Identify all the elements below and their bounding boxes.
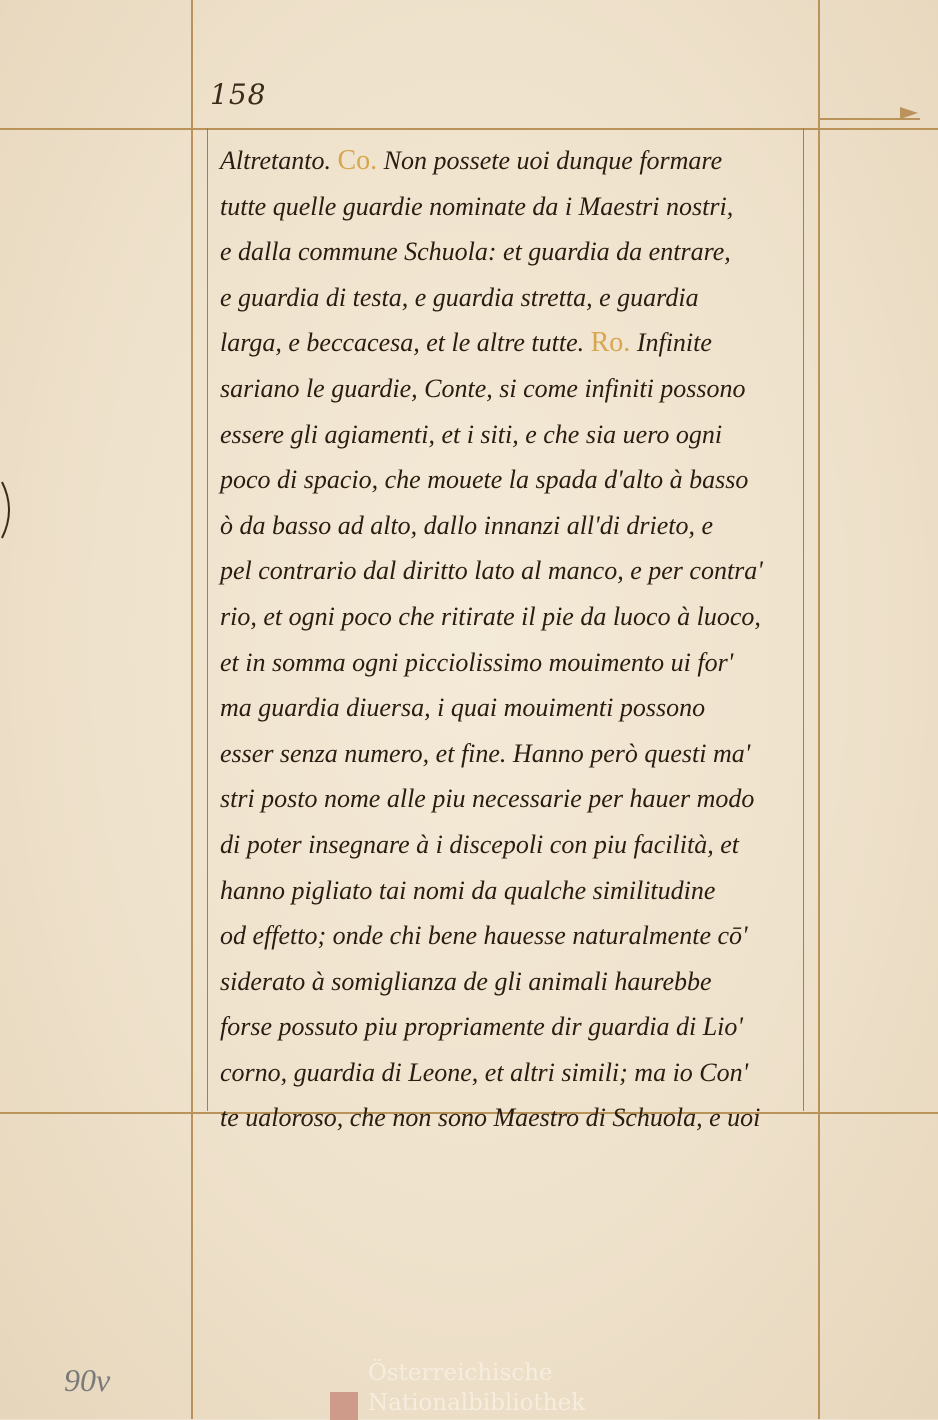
text-segment: poco di spacio, che mouete la spada d'alto à basso — [220, 465, 749, 495]
text-line — [220, 731, 820, 777]
text-line — [220, 548, 820, 594]
text-line — [220, 138, 820, 184]
text-segment: Non possete uoi dunque formare — [377, 146, 723, 175]
text-line — [220, 184, 820, 230]
text-line — [220, 1004, 820, 1050]
text-segment: e dalla commune Schuola: et guardia da entrare, — [220, 237, 731, 267]
text-segment: larga, e beccacesa, et le altre tutte. — [220, 328, 591, 358]
text-segment: ò da basso ad alto, dallo innanzi all'di drieto, e — [220, 510, 714, 540]
text-segment: te ualoroso, che non sono Maestro di Schuola, e uoi — [220, 1103, 761, 1133]
text-segment: ma guardia diuersa, i quai mouimenti possono — [220, 693, 706, 723]
text-line — [220, 366, 820, 412]
watermark-line-1: Österreichische — [368, 1360, 553, 1386]
text-segment: esser senza numero, et fine. Hanno però questi ma' — [220, 738, 751, 768]
shelfmark-annotation: 90v — [64, 1362, 111, 1398]
text-line — [220, 275, 820, 321]
text-segment: et in somma ogni picciolissimo mouimento ui for' — [220, 647, 734, 677]
text-line — [220, 1095, 820, 1141]
page-edge-curve-icon — [0, 480, 20, 540]
text-segment: tutte quelle guardie nominate da i Maestri nostri, — [220, 191, 734, 221]
text-segment: Altretanto. — [220, 146, 338, 175]
text-segment: stri posto nome alle piu necessarie per hauer modo — [220, 784, 755, 814]
text-segment: pel contrario dal diritto lato al manco, e per contra' — [220, 556, 763, 586]
page-number: 158 — [210, 78, 267, 111]
text-line — [220, 640, 820, 686]
speaker-marker: Co. — [337, 145, 378, 176]
text-line — [220, 457, 820, 503]
text-segment: siderato à somiglianza de gli animali haurebbe — [220, 966, 712, 996]
text-segment: sariano le guardie, Conte, si come infiniti possono — [220, 373, 746, 403]
left-margin-rule — [191, 0, 193, 1419]
manuscript-text — [220, 138, 820, 1141]
text-segment: forse possuto piu propriamente dir guardia di Lio' — [220, 1012, 743, 1042]
text-line — [220, 959, 820, 1005]
text-line — [220, 913, 820, 959]
text-segment: essere gli agiamenti, et i siti, e che sia uero ogni — [220, 419, 723, 449]
text-line — [220, 412, 820, 458]
text-segment: od effetto; onde chi bene hauesse naturalmente cō' — [220, 921, 748, 951]
library-watermark — [330, 1360, 650, 1420]
text-line — [220, 868, 820, 914]
text-line — [220, 229, 820, 275]
text-line — [220, 822, 820, 868]
text-segment: di poter insegnare à i discepoli con piu facilità, et — [220, 829, 739, 859]
text-segment: Infinite — [630, 328, 712, 358]
text-line — [220, 1050, 820, 1096]
text-segment: e guardia di testa, e guardia stretta, e guardia — [220, 282, 699, 312]
text-line — [220, 776, 820, 822]
watermark-line-2: Nationalbibliothek — [368, 1390, 586, 1416]
margin-pointer-arrow-icon — [900, 107, 918, 119]
text-segment: hanno pigliato tai nomi da qualche similitudine — [220, 875, 716, 905]
text-line — [220, 685, 820, 731]
text-segment: corno, guardia di Leone, et altri simili; ma io Con' — [220, 1057, 749, 1087]
text-line — [220, 320, 820, 366]
text-line — [220, 594, 820, 640]
watermark-logo-square — [330, 1392, 358, 1420]
speaker-marker: Ro. — [590, 327, 631, 359]
text-line — [220, 503, 820, 549]
text-segment: rio, et ogni poco che ritirate il pie da luoco à luoco, — [220, 601, 761, 631]
